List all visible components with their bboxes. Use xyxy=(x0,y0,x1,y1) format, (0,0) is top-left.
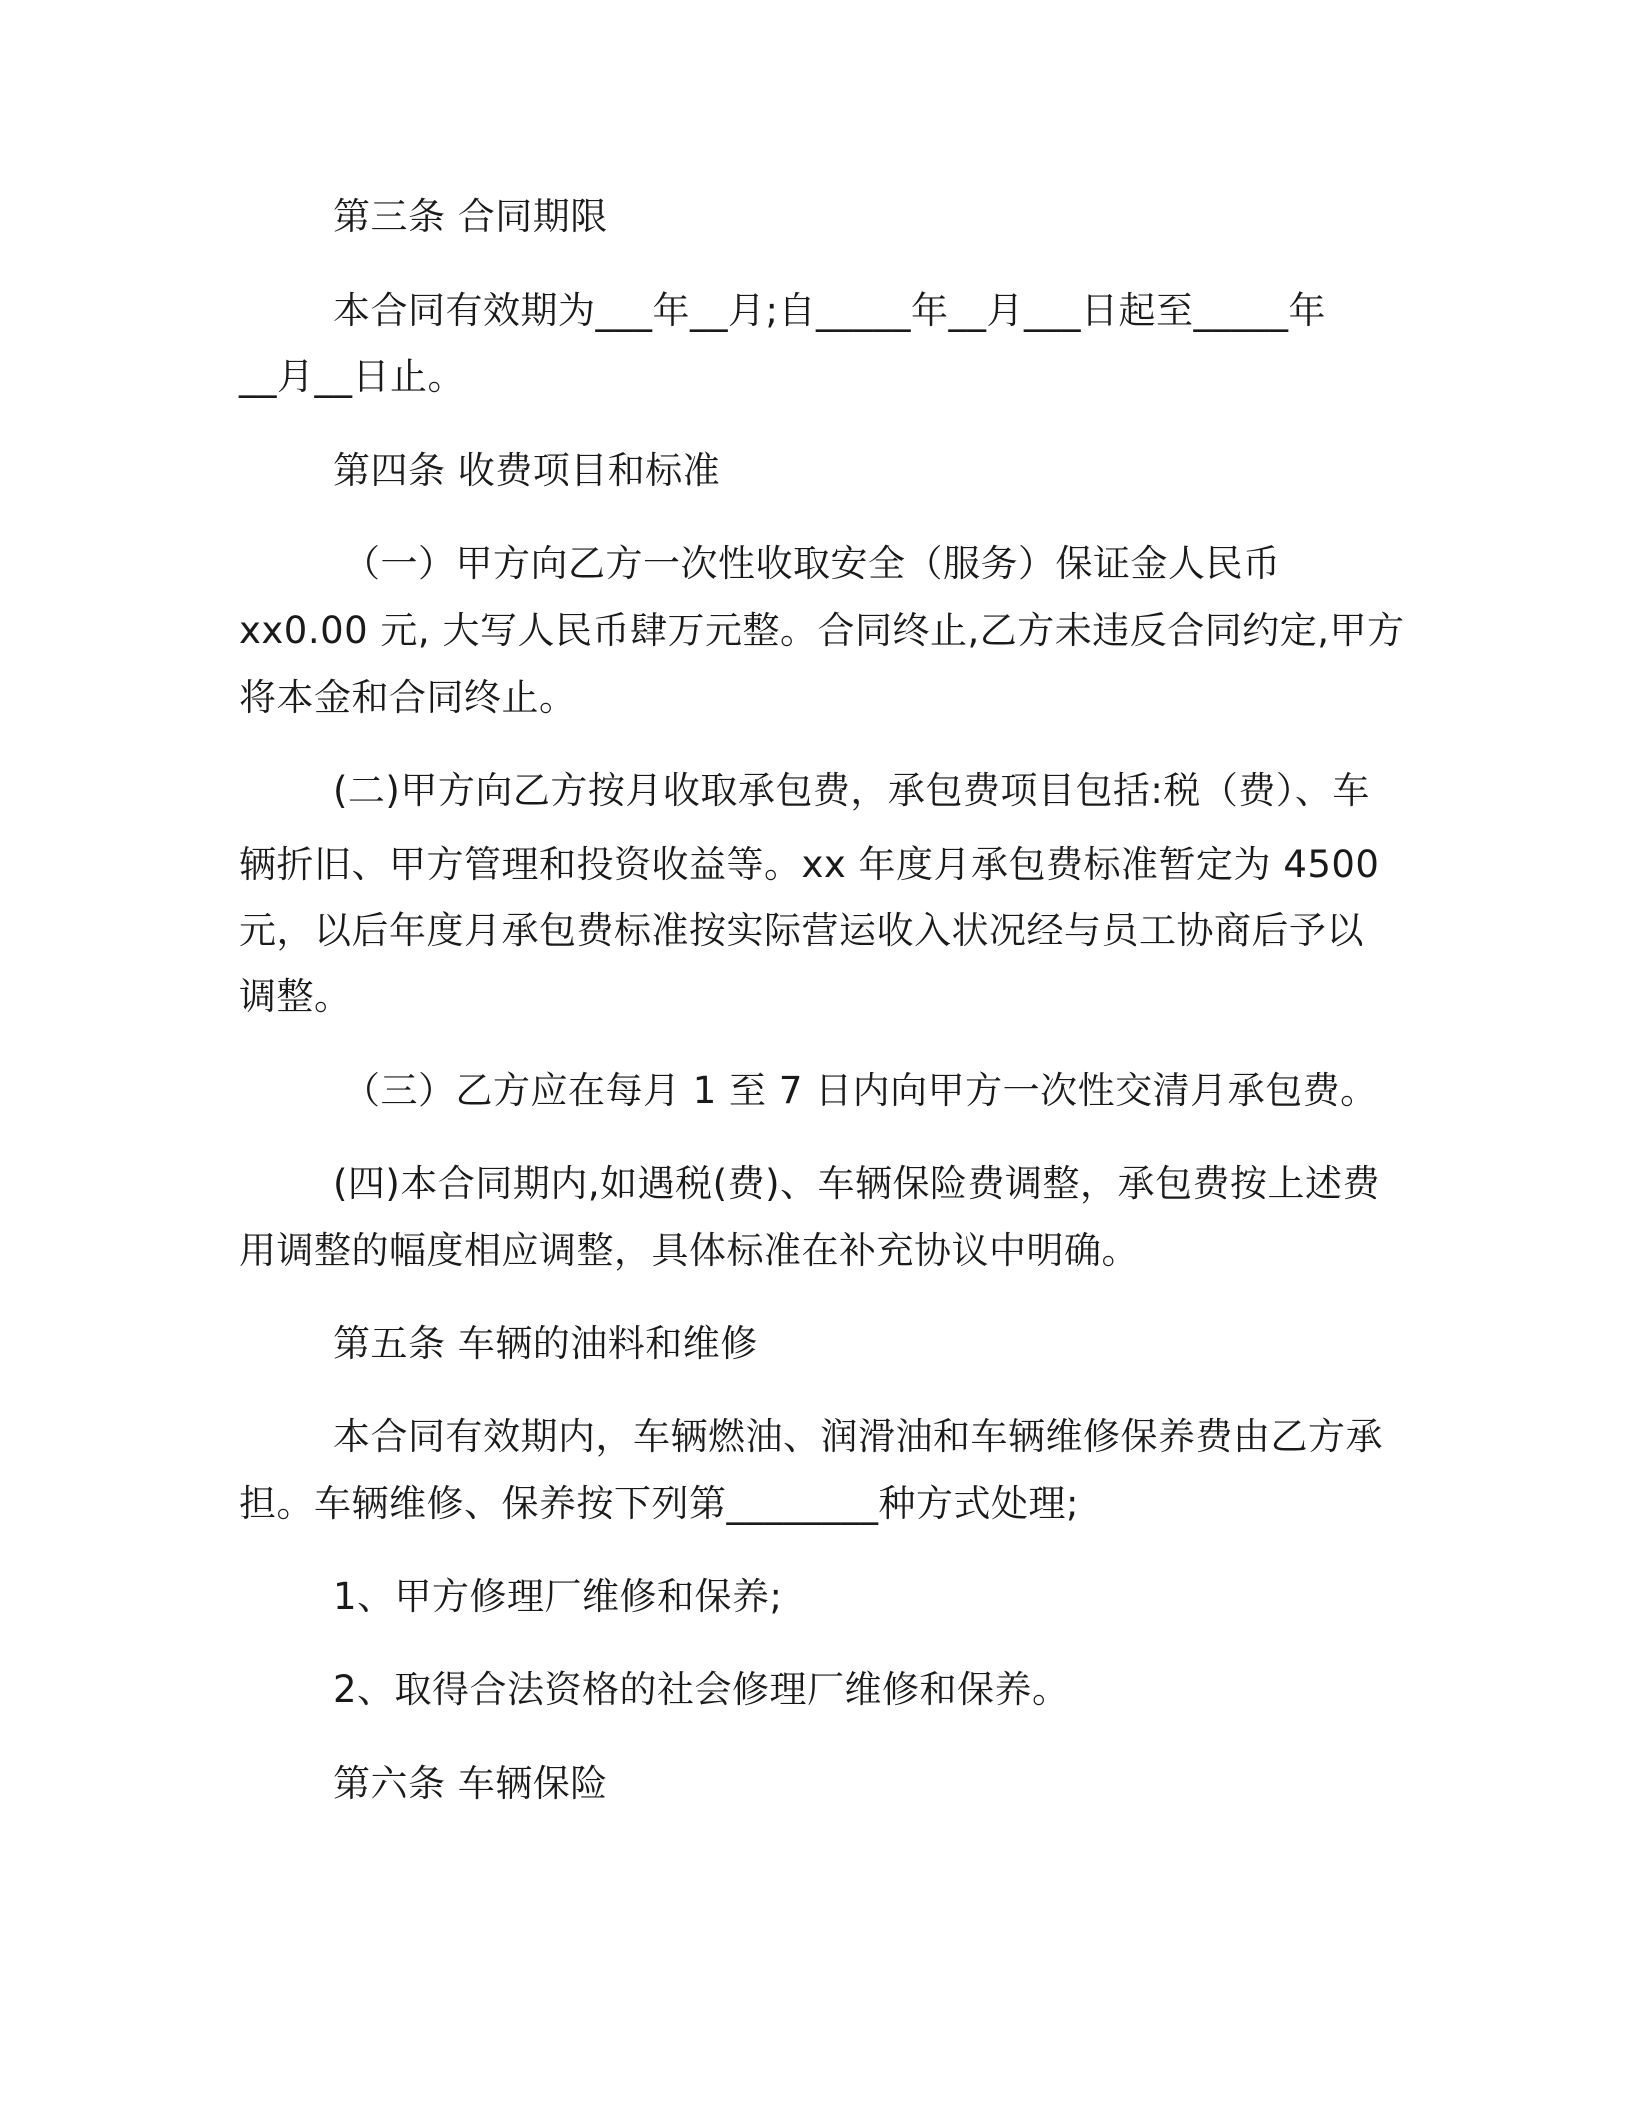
fuel-paragraph-line-2: 担。车辆维修、保养按下列第________种方式处理; xyxy=(239,1482,1079,1525)
fee-item-4-line-1: (四)本合同期内,如遇税(费)、车辆保险费调整，承包费按上述费 xyxy=(333,1162,1380,1205)
article-6-heading: 第六条 车辆保险 xyxy=(333,1762,608,1805)
article-3-heading: 第三条 合同期限 xyxy=(333,195,608,238)
fee-item-2-line-1: (二)甲方向乙方按月收取承包费，承包费项目包括:税（费）、车 xyxy=(333,769,1370,812)
fee-item-2-line-3: 元，以后年度月承包费标准按实际营运收入状况经与员工协商后予以 xyxy=(239,909,1364,952)
repair-option-1: 1、甲方修理厂维修和保养; xyxy=(333,1575,783,1618)
term-paragraph-line-2: __月__日止。 xyxy=(239,355,465,398)
term-paragraph-line-1: 本合同有效期为___年__月;自_____年__月___日起至_____年 xyxy=(333,289,1326,332)
fee-item-4-line-2: 用调整的幅度相应调整，具体标准在补充协议中明确。 xyxy=(239,1229,1139,1272)
fee-item-1-line-3: 将本金和合同终止。 xyxy=(239,676,577,719)
article-4-heading: 第四条 收费项目和标准 xyxy=(333,449,721,492)
fee-item-1-line-1: （一）甲方向乙方一次性收取安全（服务）保证金人民币 xyxy=(343,542,1281,585)
article-5-heading: 第五条 车辆的油料和维修 xyxy=(333,1322,758,1365)
fee-item-3-line-1: （三）乙方应在每月 1 至 7 日内向甲方一次性交清月承包费。 xyxy=(343,1069,1378,1112)
repair-option-2: 2、取得合法资格的社会修理厂维修和保养。 xyxy=(333,1668,1070,1711)
fee-item-1-line-2: xx0.00 元, 大写人民币肆万元整。合同终止,乙方未违反合同约定,甲方 xyxy=(239,609,1405,652)
fee-item-2-line-4: 调整。 xyxy=(239,975,352,1018)
fee-item-2-line-2: 辆折旧、甲方管理和投资收益等。xx 年度月承包费标准暂定为 4500 xyxy=(239,843,1380,886)
fuel-paragraph-line-1: 本合同有效期内，车辆燃油、润滑油和车辆维修保养费由乙方承 xyxy=(333,1415,1383,1458)
